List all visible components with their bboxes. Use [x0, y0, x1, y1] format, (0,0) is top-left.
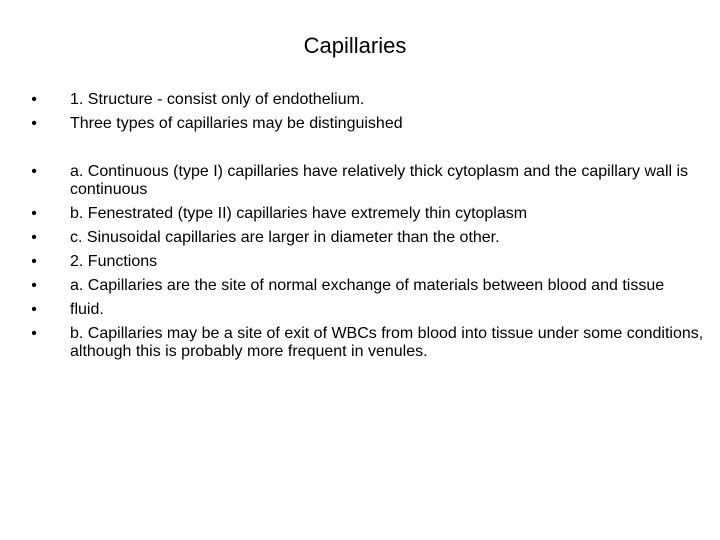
bullet-item — [26, 115, 716, 133]
bullet-item — [26, 229, 716, 247]
bullet-item — [26, 301, 716, 319]
bullet-item — [26, 253, 716, 271]
bullet-item — [26, 91, 716, 109]
bullet-dot-icon: • — [31, 205, 37, 222]
slide-title: Capillaries — [303, 33, 407, 58]
bullet-dot-icon: • — [31, 91, 37, 108]
bullet-text: 1. Structure - consist only of endothelium. — [70, 91, 365, 108]
bullet-item — [26, 277, 716, 295]
bullet-item — [26, 205, 716, 223]
bullet-text: fluid. — [70, 301, 104, 318]
bullet-item — [26, 325, 716, 361]
bullet-dot-icon: • — [31, 277, 37, 294]
bullet-list-intro — [26, 91, 716, 139]
bullet-list-details — [26, 163, 716, 367]
bullet-text: b. Capillaries may be a site of exit of WBCs from blood into tissue under some conditions, although this is probably more frequent in venules. — [70, 325, 704, 360]
bullet-dot-icon: • — [31, 163, 37, 180]
bullet-text: a. Continuous (type I) capillaries have relatively thick cytoplasm and the capillary wall is continuous — [70, 163, 689, 198]
bullet-text: 2. Functions — [70, 253, 158, 270]
bullet-item — [26, 163, 716, 199]
bullet-dot-icon: • — [31, 253, 37, 270]
bullet-dot-icon: • — [31, 229, 37, 246]
bullet-dot-icon: • — [31, 115, 37, 132]
bullet-text: c. Sinusoidal capillaries are larger in diameter than the other. — [70, 229, 500, 246]
bullet-dot-icon: • — [31, 325, 37, 342]
bullet-text: b. Fenestrated (type II) capillaries have extremely thin cytoplasm — [70, 205, 528, 222]
bullet-text: a. Capillaries are the site of normal exchange of materials between blood and tissue — [70, 277, 665, 294]
bullet-dot-icon: • — [31, 301, 37, 318]
bullet-text: Three types of capillaries may be distinguished — [70, 115, 403, 132]
